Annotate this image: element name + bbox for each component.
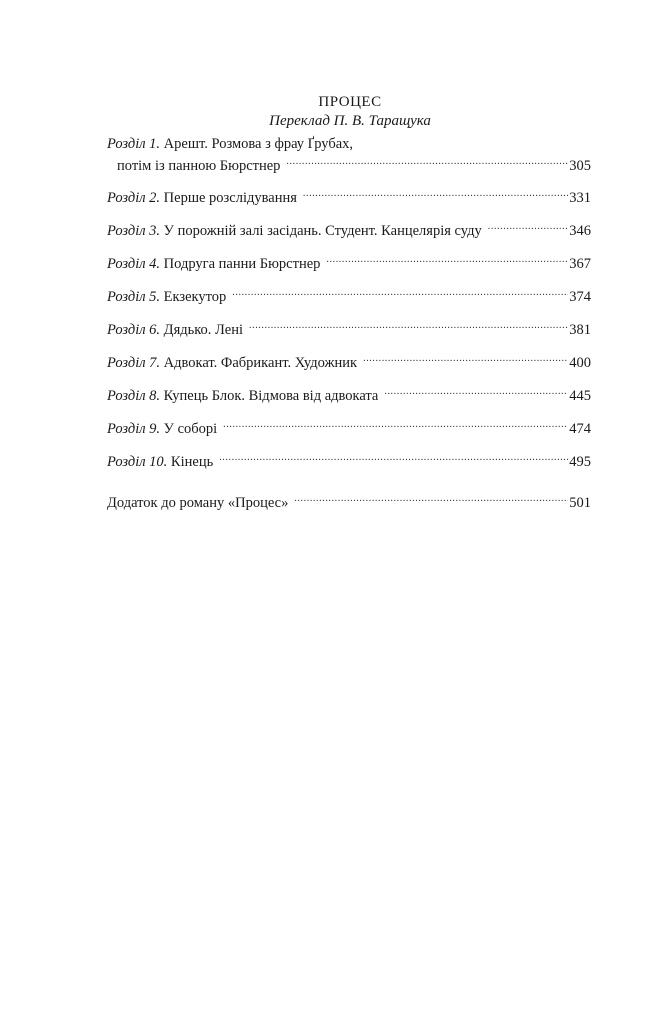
toc-entry-1 [107, 136, 591, 175]
toc-entry-7 [107, 350, 591, 372]
toc-entry-title: Кінець [170, 454, 214, 470]
toc-entry-title: Арешт. Розмова з фрау Ґрубах, [163, 136, 354, 152]
toc-entry-5 [107, 284, 591, 306]
toc-entry-2 [107, 185, 591, 207]
toc-chapter-label: Розділ 9. [107, 421, 161, 437]
toc-page-number: 305 [569, 158, 591, 174]
dot-leader [286, 153, 568, 170]
toc-entry-8 [107, 383, 591, 405]
toc-entry-title: У порожній залі засідань. Студент. Канцелярія суду [163, 223, 482, 239]
toc-chapter-label: Розділ 7. [107, 355, 161, 371]
dot-leader [303, 185, 568, 202]
toc-page-number: 374 [569, 289, 591, 305]
toc-page-number: 346 [569, 223, 591, 239]
dot-leader [384, 383, 568, 400]
toc-page-number: 501 [569, 495, 591, 511]
toc-entry-6 [107, 317, 591, 339]
translator-subtitle: Переклад П. В. Таращука [269, 113, 431, 129]
toc-entry-title: Екзекутор [163, 289, 227, 305]
toc-entry-title: Подруга панни Бюрстнер [163, 256, 321, 272]
toc-page-number: 474 [569, 421, 591, 437]
appendix-title: Додаток до роману «Процес» [107, 495, 289, 511]
table-of-contents [107, 136, 591, 512]
toc-entry-title: Адвокат. Фабрикант. Художник [163, 355, 358, 371]
toc-appendix-entry [107, 490, 591, 512]
toc-chapter-label: Розділ 1. [107, 136, 161, 152]
toc-chapter-label: Розділ 10. [107, 454, 168, 470]
dot-leader [223, 416, 568, 433]
toc-chapter-label: Розділ 8. [107, 388, 161, 404]
toc-page-number: 331 [569, 190, 591, 206]
toc-entry-title-continued: потім із панною Бюрстнер [117, 158, 281, 174]
dot-leader [488, 218, 569, 235]
dot-leader [249, 317, 568, 334]
toc-entry-title: Купець Блок. Відмова від адвоката [163, 388, 379, 404]
toc-page-number: 445 [569, 388, 591, 404]
toc-page-number: 381 [569, 322, 591, 338]
toc-entry-10 [107, 449, 591, 471]
dot-leader [232, 284, 568, 301]
toc-chapter-label: Розділ 2. [107, 190, 161, 206]
toc-entry-title: Дядько. Лені [163, 322, 243, 338]
dot-leader [326, 251, 568, 268]
toc-chapter-label: Розділ 5. [107, 289, 161, 305]
toc-entry-9 [107, 416, 591, 438]
dot-leader [219, 449, 568, 466]
toc-entry-title: У соборі [163, 421, 218, 437]
toc-entry-4 [107, 251, 591, 273]
toc-entry-title: Перше розслідування [163, 190, 297, 206]
toc-entry-3 [107, 218, 591, 240]
dot-leader [363, 350, 568, 367]
toc-page-number: 367 [569, 256, 591, 272]
toc-page-number: 495 [569, 454, 591, 470]
toc-chapter-label: Розділ 4. [107, 256, 161, 272]
toc-chapter-label: Розділ 6. [107, 322, 161, 338]
toc-chapter-label: Розділ 3. [107, 223, 161, 239]
page-title: ПРОЦЕС [318, 94, 382, 110]
dot-leader [294, 490, 568, 507]
toc-page-number: 400 [569, 355, 591, 371]
